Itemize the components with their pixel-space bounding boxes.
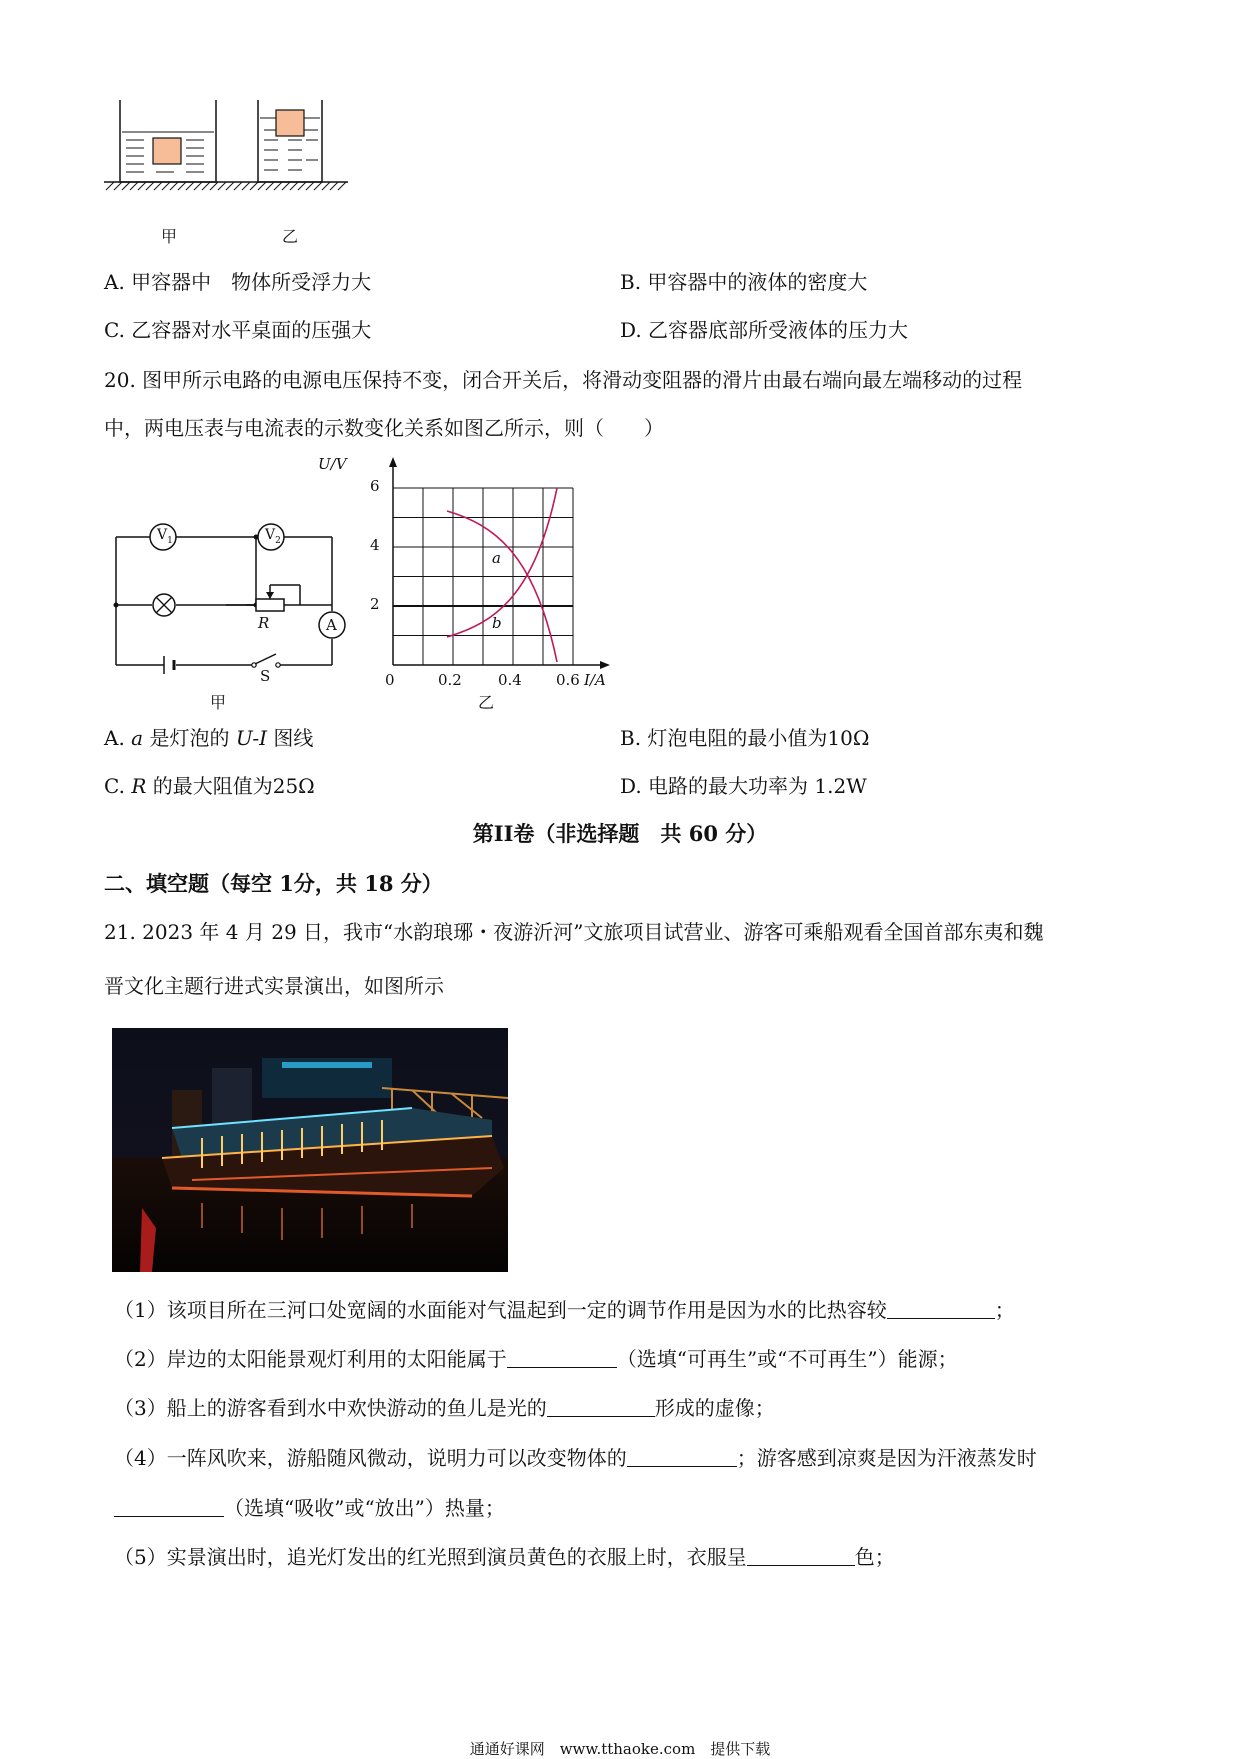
graph-x-axis-label: I/A	[584, 671, 606, 689]
q21-stem-line2: 晋文化主题行进式实景演出，如图所示	[104, 974, 444, 998]
circuit-caption: 甲	[210, 693, 227, 712]
page-footer: 通通好课网 www.tthaoke.com 提供下载	[469, 1740, 771, 1758]
graph-y-tick-2: 2	[370, 595, 380, 613]
graph-x-tick-0: 0	[385, 671, 395, 689]
q19-fig-label-yi: 乙	[282, 227, 299, 246]
q19-containers-figure	[100, 100, 360, 250]
q19-fig-label-jia: 甲	[161, 227, 178, 246]
q21-sub5: （5）实景演出时，追光灯发出的红光照到演员黄色的衣服上时，衣服呈 色；	[114, 1545, 895, 1569]
switch-label: S	[260, 667, 271, 685]
night-boat-photo	[112, 1028, 508, 1272]
v2-meter-label: $V_2$	[265, 527, 281, 546]
q21-sub1: （1）该项目所在三河口处宽阔的水面能对气温起到一定的调节作用是因为水的比热容较 ；	[114, 1298, 1015, 1322]
q19-option-b: B. 甲容器中的液体的密度大	[620, 270, 868, 294]
q19-option-c: C. 乙容器对水平桌面的压强大	[104, 318, 372, 342]
q20-option-d: D. 电路的最大功率为 1.2W	[620, 774, 867, 798]
q21-sub4-blank2[interactable]	[114, 1496, 224, 1517]
q21-sub4: （4）一阵风吹来，游船随风微动，说明力可以改变物体的 ；游客感到凉爽是因为汗液蒸发时	[114, 1446, 1037, 1470]
section2-title: 二、填空题（每空 1分，共 18 分）	[104, 871, 443, 896]
q19-option-a: A. 甲容器中 物体所受浮力大	[104, 270, 372, 294]
resistor-label: R	[258, 614, 270, 632]
graph-x-tick-0.6: 0.6	[556, 671, 580, 689]
q21-sub5-blank[interactable]	[747, 1545, 855, 1566]
q21-sub2-blank[interactable]	[507, 1347, 617, 1368]
q20-stem-line2: 中，两电压表与电流表的示数变化关系如图乙所示，则（ ）	[104, 416, 664, 440]
q20-stem-line1: 20. 图甲所示电路的电源电压保持不变，闭合开关后，将滑动变阻器的滑片由最右端向最左端移动的过程	[104, 368, 1023, 392]
q20-circuit-diagram	[108, 515, 358, 695]
curve-a-label: a	[492, 549, 501, 567]
q21-sub3: （3）船上的游客看到水中欢快游动的鱼儿是光的 形成的虚像；	[114, 1396, 775, 1420]
graph-y-tick-6: 6	[370, 477, 380, 495]
q21-sub4-blank1[interactable]	[627, 1446, 737, 1467]
q20-option-b: B. 灯泡电阻的最小值为10Ω	[620, 726, 870, 750]
q19-option-d: D. 乙容器底部所受液体的压力大	[620, 318, 909, 342]
graph-caption: 乙	[478, 693, 495, 712]
q20-option-c: C. R 的最大阻值为25Ω	[104, 774, 315, 798]
q20-ui-graph	[345, 455, 625, 695]
q20-option-a: A. a 是灯泡的 U-I 图线	[104, 726, 314, 750]
curve-b-label: b	[492, 614, 502, 632]
graph-x-tick-0.2: 0.2	[438, 671, 462, 689]
v1-meter-label: $V_1$	[157, 527, 173, 546]
q21-sub3-blank[interactable]	[547, 1396, 655, 1417]
part2-title: 第II卷（非选择题 共 60 分）	[472, 821, 768, 846]
q21-sub1-blank[interactable]	[887, 1298, 995, 1319]
q21-stem-line1: 21. 2023 年 4 月 29 日，我市“水韵琅琊・夜游沂河”文旅项目试营业、游客可乘船观看全国首部东夷和魏	[104, 920, 1044, 944]
ammeter-label: A	[326, 616, 337, 634]
q21-sub4-line2: （选填“吸收”或“放出”）热量；	[114, 1496, 505, 1520]
q21-sub2: （2）岸边的太阳能景观灯利用的太阳能属于 （选填“可再生”或“不可再生”）能源；	[114, 1347, 958, 1371]
graph-y-axis-label: U/V	[318, 455, 347, 473]
graph-x-tick-0.4: 0.4	[498, 671, 522, 689]
graph-y-tick-4: 4	[370, 536, 380, 554]
